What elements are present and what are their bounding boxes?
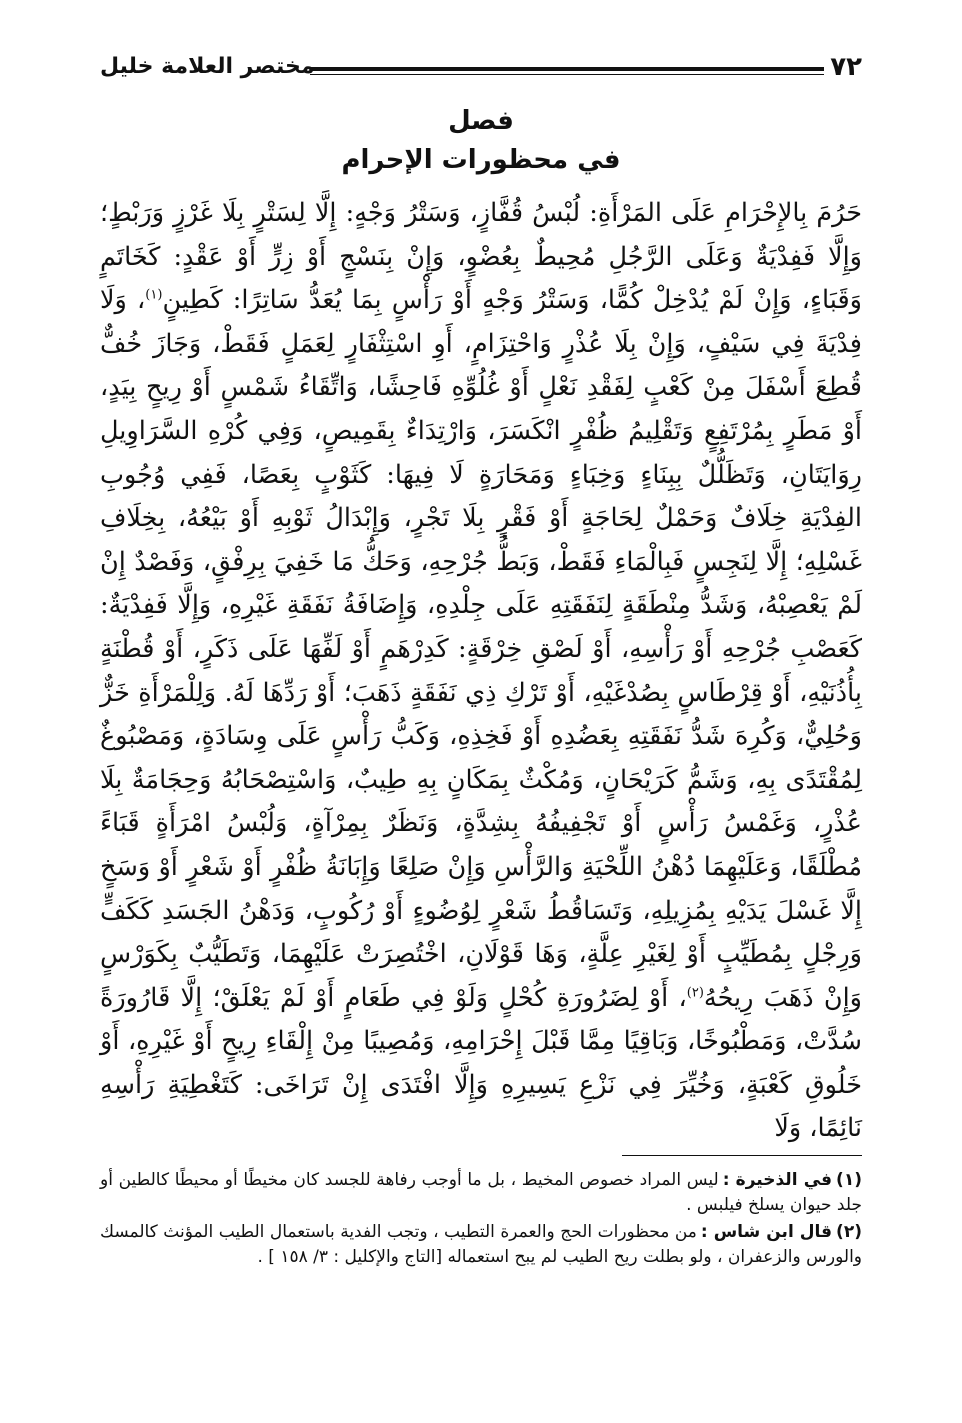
running-title: مختصر العلامة خليل xyxy=(100,54,315,79)
footnotes xyxy=(100,1168,862,1272)
main-text-part-3: ، أَوْ لِضَرُورَةِ كُحْلٍ وَلَوْ فِي طَعَامٍ أَوْ لَمْ يَعْلَقْ؛ إِلَّا قَارُورَةً سُدَّتْ، وَمَطْبُوخًا، وَبَاقِيًا مِمَّا قَبْلَ إِحْرَامِهِ، وَمُصِيبًا مِنْ إِلْقَاءِ رِيحٍ أَوْ غَيْرِهِ، أَوْ خَلُوقِ كَعْبَةٍ، وَخُيِّرَ فِي نَزْعِ يَسِيرِهِ وَإِلَّا افْتَدَى إِنْ تَرَاخَى: كَتَغْطِيَةِ رَأْسِهِ نَائِمًا، وَلَا xyxy=(100,982,862,1144)
footnote-ref-1[interactable]: (١) xyxy=(145,287,163,303)
footnote-lead: في الذخيرة : xyxy=(722,1170,833,1190)
footnote-lead: قال ابن شاس : xyxy=(700,1222,833,1242)
header-rule xyxy=(310,67,824,75)
footnote-1 xyxy=(100,1168,862,1218)
main-text-part-2: ، وَلَا فِدْيَةَ فِي سَيْفٍ، وَإِنْ بِلَا عُذْرٍ وَاحْتِزَامٍ، أَوِ اسْتِثْفَارٍ لِعَمَلٍ فَقَطْ، وَجَازَ خُفٌّ قُطِعَ أَسْفَلَ مِنْ كَعْبٍ لِفَقْدِ نَعْلٍ أَوْ غُلُوِّهِ فَاحِشًا، وَاتِّقَاءُ شَمْسٍ أَوْ رِيحٍ بِيَدٍ، أَوْ مَطَرٍ بِمُرْتَفِعٍ وَتَقْلِيمُ ظُفْرٍ انْكَسَرَ، وَارْتِدَاءٌ بِقَمِيصٍ، وَفِي كُرْهِ السَّرَاوِيلِ رِوَايَتَانِ، وَتَظَلُّلٌ بِبِنَاءٍ وَخِبَاءٍ وَمَحَارَةٍ لَا فِيهَا: كَثَوْبٍ بِعَصًا، فَفِي وُجُوبِ الفِدْيَةِ خِلَافٌ وَحَمْلٌ لِحَاجَةٍ أَوْ فَقْرٍ بِلَا تَجْرٍ، وَإِبْدَالُ ثَوْبِهِ أَوْ بَيْعُهُ، بِخِلَافِ غَسْلِهِ؛ إِلَّا لِنَجِسٍ فَبِالْمَاءِ فَقَطْ، وَبَطُّ جُرْحِهِ، وَحَكُّ مَا خَفِيَ بِرِفْقٍ، وَفَصْدٌ إِنْ لَمْ يَعْصِبْهُ، وَشَدُّ مِنْطَقَةٍ لِنَفَقَتِهِ عَلَى جِلْدِهِ، وَإِضَافَةُ نَفَقَةِ غَيْرِهِ، وَإِلَّا فَفِدْيَةٌ: كَعَصْبِ جُرْحِهِ أَوْ رَأْسِهِ، أَوْ لَصْقِ خِرْقَةٍ: كَدِرْهَمٍ أَوْ لَفِّهَا عَلَى ذَكَرٍ، أَوْ قُطْنَةٍ بِأُذُنَيْهِ، أَوْ قِرْطَاسٍ بِصُدْغَيْهِ، أَوْ تَرْكِ ذِي نَفَقَةٍ ذَهَبَ؛ أَوْ رَدِّهَا لَهُ. وَلِلْمَرْأَةِ خَزٌّ وَحُلِيٌّ، وَكُرِهَ شَدُّ نَفَقَتِهِ بِعَضُدِهِ أَوْ فَخِذِهِ، وَكَبُّ رَأْسٍ عَلَى وِسَادَةٍ، وَمَصْبُوغٌ لِمُقْتَدًى بِهِ، وَشَمُّ كَرَيْحَانٍ، وَمُكْثٌ بِمَكَانٍ بِهِ طِيبٌ، وَاسْتِصْحَابُهُ وَحِجَامَةٌ بِلَا عُذْرٍ، وَغَمْسُ رَأْسٍ أَوْ تَجْفِيفُهُ بِشِدَّةٍ، وَنَظَرٌ بِمِرْآةٍ، وَلُبْسُ امْرَأَةٍ قَبَاءً مُطْلَقًا، وَعَلَيْهِمَا دُهْنُ اللِّحْيَةِ وَالرَّأْسِ وَإِنْ صَلِعًا وَإِبَانَةُ ظُفْرٍ أَوْ شَعْرٍ أَوْ وَسَخٍ إِلَّا غَسْلَ يَدَيْهِ بِمُزِيلِهِ، وَتَسَاقُطُ شَعْرٍ لِوُضُوءٍ أَوْ رُكُوبٍ، وَدَهْنُ الجَسَدِ كَكَفٍّ وَرِجْلٍ بِمُطَيِّبٍ أَوْ لِغَيْرِ عِلَّةٍ، وَهَا قَوْلَانِ، اخْتُصِرَتْ عَلَيْهِمَا، وَتَطَيُّبٌ بِكَوَرْسٍ وَإِنْ ذَهَبَ رِيحُهُ xyxy=(100,285,862,1013)
footnote-text: من محظورات الحج والعمرة التطيب ، وتجب الفدية باستعمال الطيب المؤنث كالمسك والورس والزعفران ، ولو بطلت ريح الطيب لم يبح استعماله [التاج والإكليل : ٣/ ١٥٨ ] . xyxy=(100,1222,862,1267)
page-number: ٧٢ xyxy=(830,52,862,82)
footnote-separator xyxy=(622,1155,862,1156)
footnote-text: ليس المراد خصوص المخيط ، بل ما أوجب رفاهة للجسد كان مخيطًا أو محيطًا كالطين أو جلد حيوان يسلخ فيلبس . xyxy=(100,1170,862,1215)
section-heading: فصل xyxy=(448,106,514,136)
footnote-2 xyxy=(100,1220,862,1270)
footnote-number: (١) xyxy=(836,1170,862,1190)
section-subheading: في محظورات الإحرام xyxy=(341,145,621,175)
main-text-part-1: حَرُمَ بِالإِحْرَامِ عَلَى المَرْأَةِ: لُبْسُ قُفَّازٍ، وَسَتْرُ وَجْهٍ: إِلَّا لِسَتْرٍ بِلَا غَرْزٍ وَرَبْطٍ؛ وَإِلَّا فَفِدْيَةٌ وَعَلَى الرَّجُلِ مُحِيطٌ بِعُضْوٍ، وَإِنْ بِنَسْجٍ أَوْ زِرٍّ أَوْ عَقْدٍ: كَخَاتَمٍ وَقَبَاءٍ، وَإِنْ لَمْ يُدْخِلْ كُمًّا، وَسَتْرُ وَجْهٍ أَوْ رَأْسٍ بِمَا يُعَدُّ سَاتِرًا: كَطِينٍ xyxy=(100,198,862,316)
footnote-number: (٢) xyxy=(836,1222,862,1242)
page-header xyxy=(100,52,862,92)
footnote-ref-2[interactable]: (٢) xyxy=(686,985,704,1001)
main-text xyxy=(100,192,862,1151)
